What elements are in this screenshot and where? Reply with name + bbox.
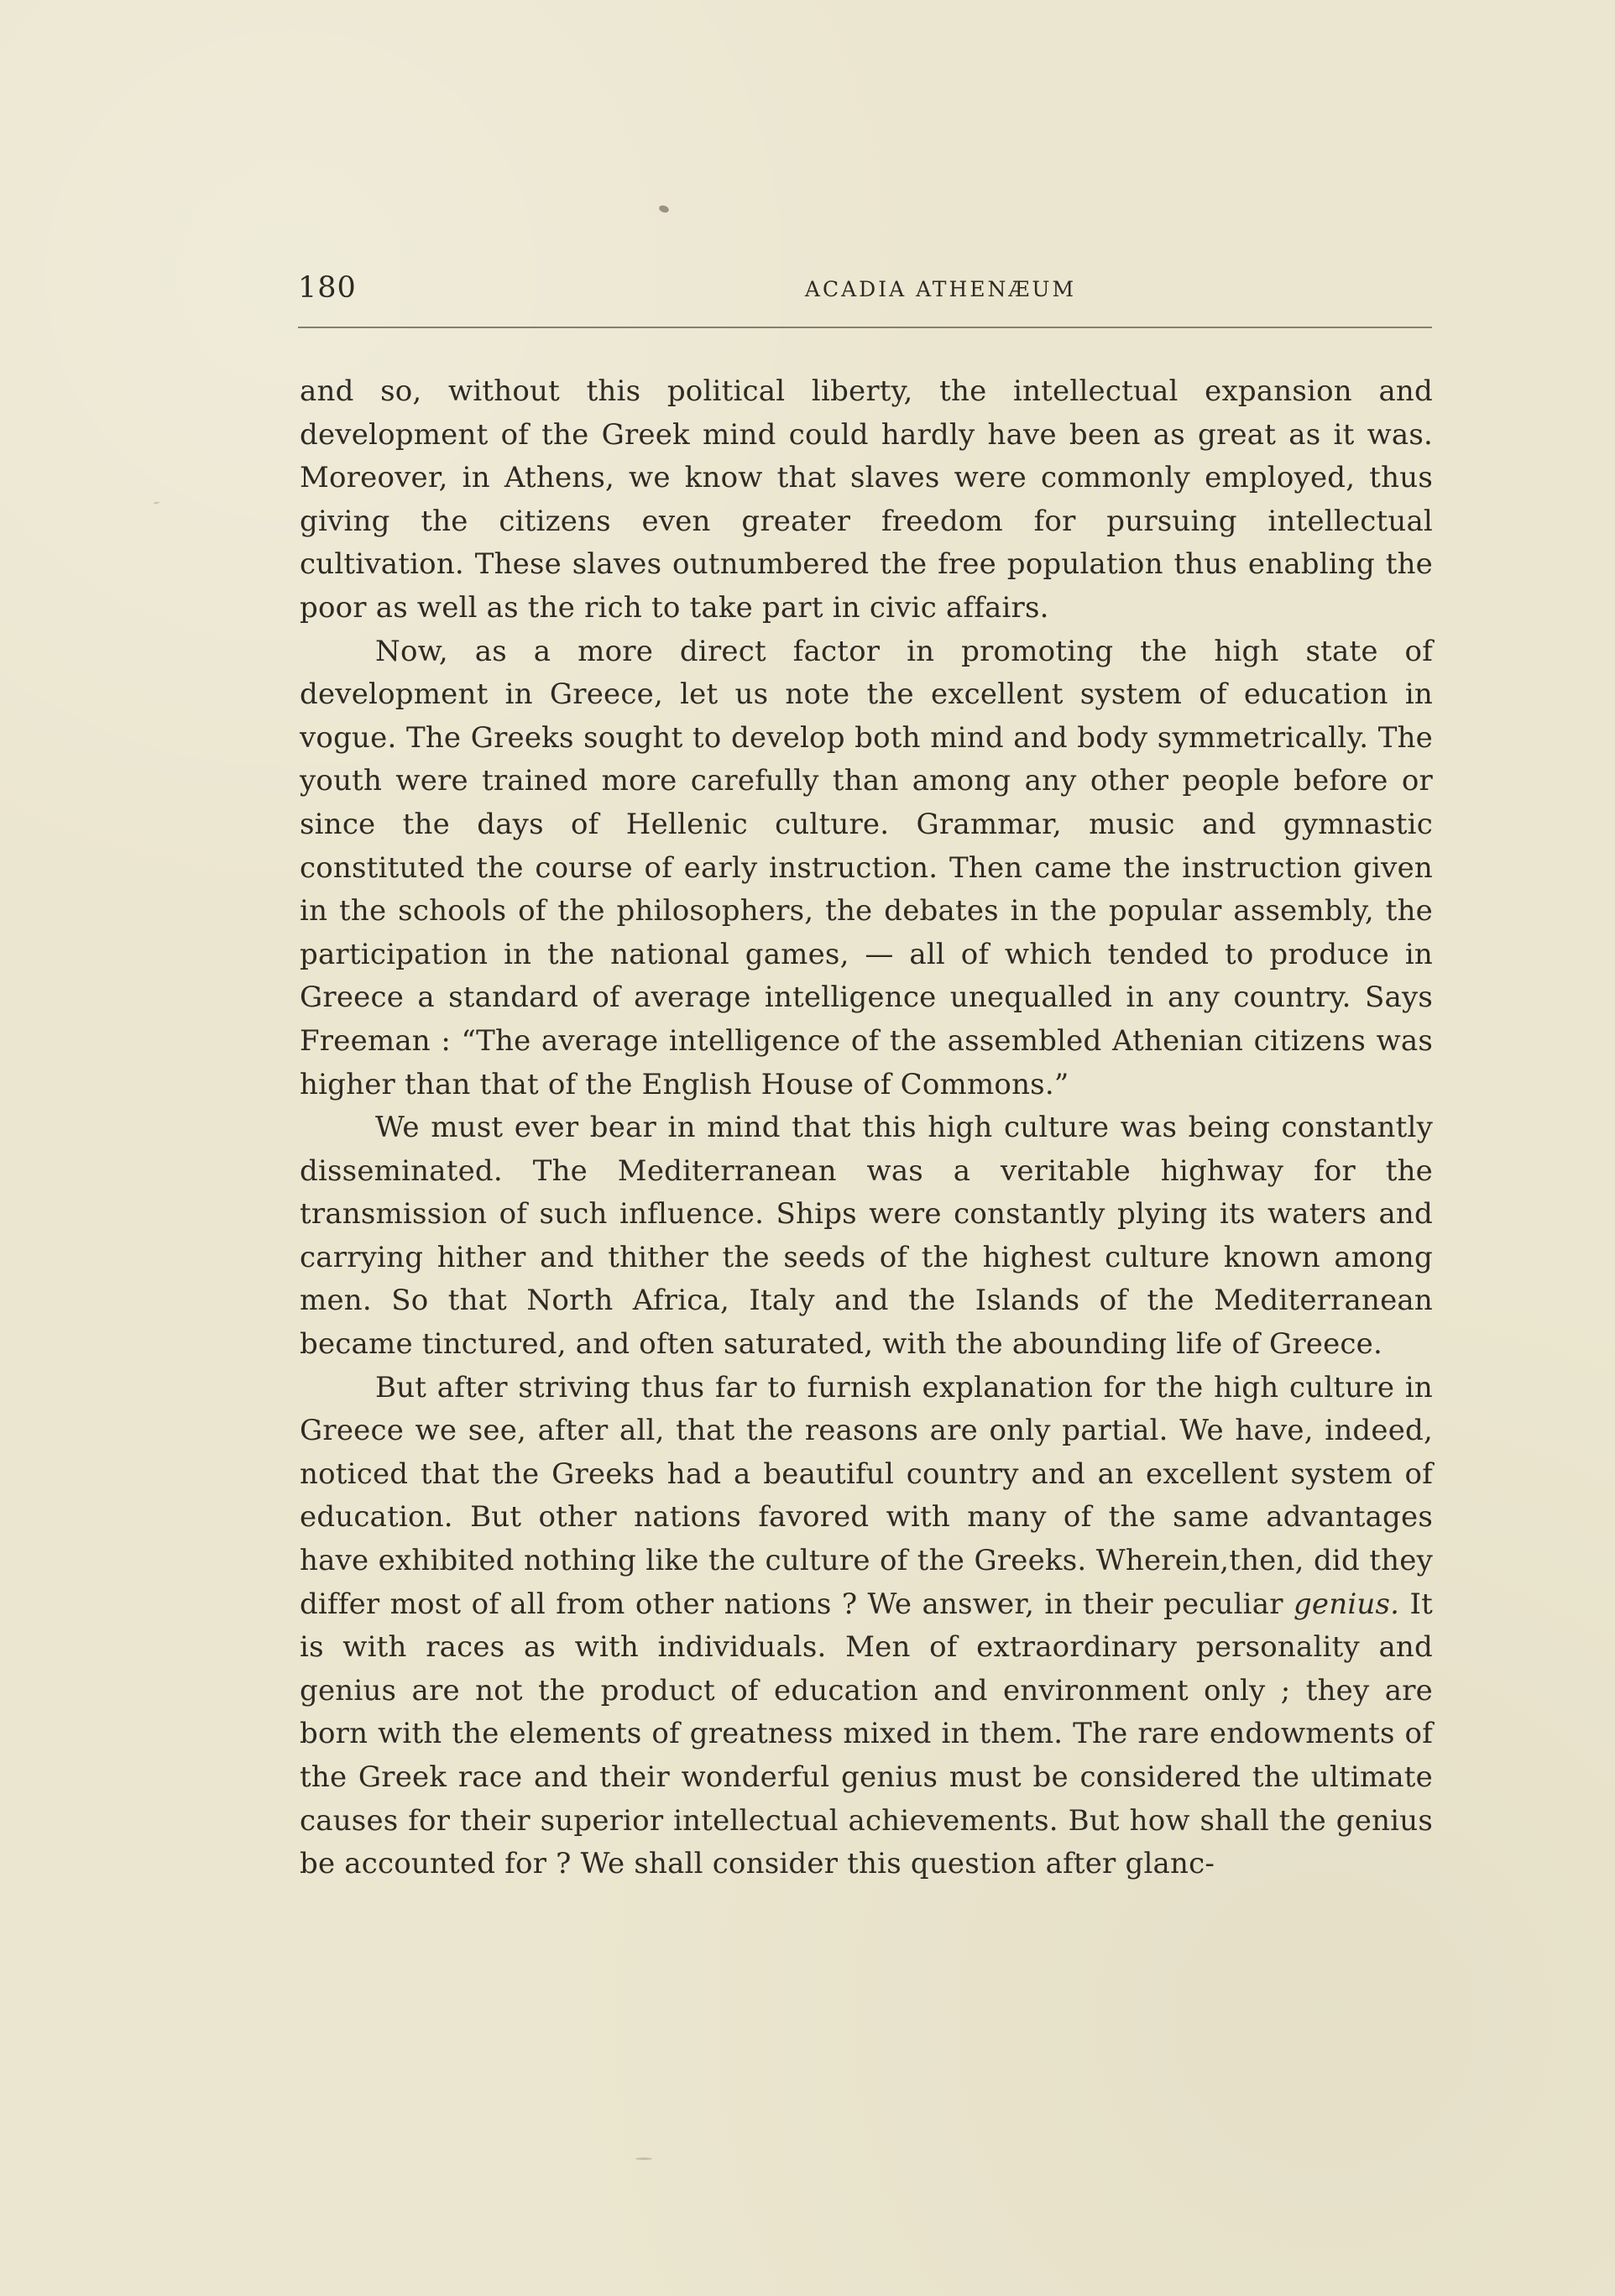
paper-mark xyxy=(154,501,159,504)
paragraph-1: and so, without this political liberty, the intellectual expansion and development of the Greek mind could hardly have been as great as it was. Moreover, in Athens, we know that slaves were commonly employed, thus giving the citizens even greater freedom for pursuing intellectual cultivation. These slaves outnumbered the free population thus enabling the poor as well as the rich to take part in civic affairs. xyxy=(300,374,1433,625)
italic-word-genius: genius. xyxy=(1293,1587,1400,1621)
paper-mark xyxy=(635,2157,652,2160)
article-body xyxy=(300,370,1433,1886)
running-head: ACADIA ATHENÆUM xyxy=(804,277,1077,301)
paragraph-3: We must ever bear in mind that this high culture was being constantly disseminated. The Mediterranean was a veritable highway for the transmission of such influence. Ships were constantly plying its waters and carrying hither and thither the seeds of the highest culture known among men. So that North Africa, Italy and the Islands of the Mediterranean became tinctured, and often saturated, with the abounding life of Greece. xyxy=(300,1111,1433,1362)
paper-speck xyxy=(658,204,670,214)
paragraph-4 xyxy=(300,1367,1433,1886)
paragraph-4-text-before-italic: But after striving thus far to furnish explanation for the high culture in Greece we see, after all, that the reasons are only partial. We have, indeed, noticed that the Greeks had a beautiful country and an excellent system of education. But other nations favored with many of the same advantages have exhibited nothing like the culture of the Greeks. Wherein,then, did they differ most of all from other nations ? We answer, in their peculiar xyxy=(300,1370,1433,1621)
page-header xyxy=(298,271,1432,313)
paragraph-2: Now, as a more direct factor in promoting the high state of development in Greece, let us note the excellent system of education in vogue. The Greeks sought to develop both mind and body symmetrically. The youth were trained more carefully than among any other people before or since the days of Hellenic culture. Grammar, music and gymnastic constituted the course of early instruction. Then came the instruction given in the schools of the philosophers, the debates in the popular assembly, the participation in the national games, — all of which tended to produce in Greece a standard of average intelligence unequalled in any country. Says Freeman : “The average intelligence of the assembled Athenian citizens was higher than that of the English House of Commons.” xyxy=(300,634,1433,1101)
paragraph-4-text-after-italic: It is with races as with individuals. Men of extraordinary personality and genius are not the product of education and environment only ; they are born with the elements of greatness mixed in them. The rare endowments of the Greek race and their wonderful genius must be considered the ultimate causes for their superior intellectual achievements. But how shall the genius be accounted for ? We shall consider this question after glanc- xyxy=(300,1587,1433,1881)
page-number: 180 xyxy=(298,271,357,305)
header-rule xyxy=(298,327,1432,328)
